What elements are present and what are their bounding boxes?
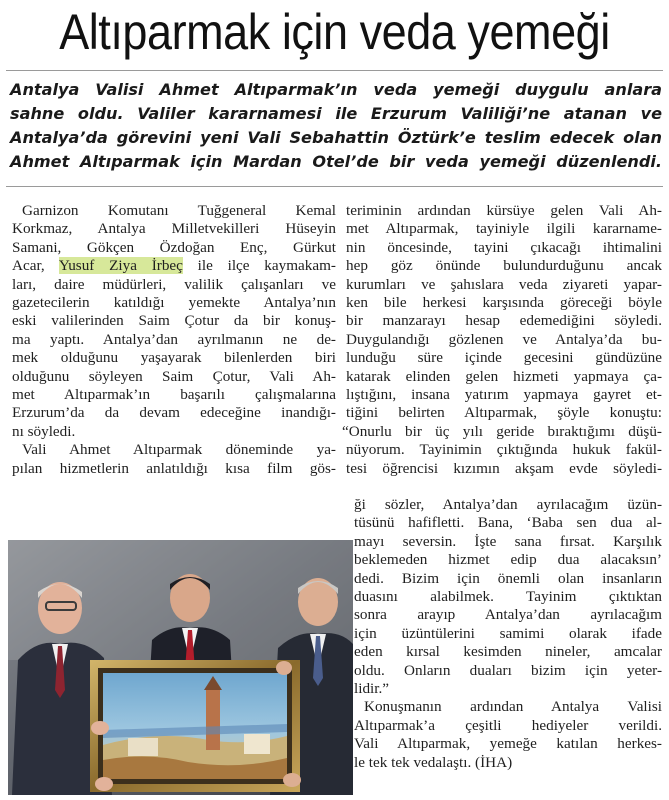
body-line: tüsünü hafifletti. Bana, ‘Baba sen dua al- bbox=[354, 514, 662, 532]
lead-divider bbox=[6, 186, 663, 187]
body-line: Vali Ahmet Altıparmak döneminde ya- bbox=[22, 441, 336, 459]
body-line: Samani, Gökçen Özdoğan Enç, Gürkut bbox=[12, 238, 336, 256]
body-line: pılan hizmetlerin anlatıldığı kısa film gös- bbox=[12, 459, 336, 477]
body-line: Konuşmanın ardından Antalya Valisi bbox=[364, 698, 662, 716]
body-line: katarak elinden gelen hizmeti yapmaya ça- bbox=[346, 367, 662, 385]
article-photo bbox=[8, 540, 353, 795]
body-line: eden kırsal kesimden nineler, amcalar bbox=[354, 643, 662, 661]
article-lead bbox=[10, 78, 662, 174]
body-line: Vali Altıparmak, yemeğe katılan herkes- bbox=[354, 735, 662, 753]
body-line: duasını alabilmek. Tayinim çıktıktan bbox=[354, 588, 662, 606]
body-line: ği sözler, Antalya’dan ayrılacağım üzün- bbox=[354, 496, 662, 513]
body-line: lıştığını, insana yatırım yapmaya gayret et- bbox=[346, 386, 662, 404]
body-line: Duygulandığı gözlenen ve Antalya’da bu- bbox=[346, 330, 662, 348]
body-line: kurumları ve şahıslara veda ziyareti yapar- bbox=[346, 275, 662, 293]
body-line: nı söyledi. bbox=[12, 422, 76, 440]
body-line: hep göz önünde bulundurduğunu ancak bbox=[346, 257, 662, 275]
lead-line: Ahmet Altıparmak için Mardan Otel’de bir veda yemeği düzenlendi. bbox=[10, 152, 662, 171]
body-text: ile ilçe kaymakam- bbox=[182, 257, 336, 275]
body-line: oldu. Onların duaları bizim için yeter- bbox=[354, 661, 662, 679]
body-line: Korkmaz, Antalya Milletvekilleri Hüseyin bbox=[12, 220, 336, 238]
body-line: olduğunu söyleyen Saim Çotur, Vali Ah- bbox=[12, 367, 336, 385]
body-line: Erzurum’da da devam edeceğine inandığı- bbox=[12, 404, 336, 422]
body-column-right-top bbox=[342, 202, 662, 478]
body-line: mek olduğunu yaşayarak bilenlerden biri bbox=[12, 349, 336, 367]
body-line: dedi. Bizim için önemli olan insanların bbox=[354, 569, 662, 587]
body-column-right-bottom bbox=[354, 496, 662, 772]
body-line: ları, daire müdürleri, valilik çalışanları ve bbox=[12, 275, 336, 293]
body-line: met Altıparmak, tayiniyle ilgili kararname- bbox=[346, 220, 662, 238]
body-line: beklemeden hizmet edip dua alacaksın’ bbox=[354, 551, 662, 569]
lead-line: Antalya’da görevini yeni Vali Sebahattin Öztürk’e teslim edecek olan bbox=[10, 128, 662, 147]
body-line: ken bile herkesi karşısında göreceği böyle bbox=[346, 294, 662, 312]
body-line: bir manzarayı hesap edemediğini söyledi. bbox=[346, 312, 662, 330]
lead-line: Antalya Valisi Ahmet Altıparmak’ın veda yemeği duygulu anlara bbox=[10, 80, 662, 99]
lead-line: sahne oldu. Valiler kararnamesi ile Erzurum Valiliği’ne atanan ve bbox=[10, 104, 662, 123]
body-line: nin öncesinde, tayini çıkacağı ihtimalini bbox=[346, 238, 662, 256]
headline-divider bbox=[6, 70, 663, 71]
body-line: sonra arayıp Antalya’dan ayrılacağım bbox=[354, 606, 662, 624]
body-line: “Onurlu bir üç yılı geride bıraktığımı düşü- bbox=[342, 422, 662, 440]
body-line: le tek tek vedalaştı. (İHA) bbox=[354, 753, 513, 771]
body-line: ma yaptı. Antalya’dan ayrılmanın ne de- bbox=[12, 330, 336, 348]
article-headline: Altıparmak için veda yemeği bbox=[59, 4, 610, 60]
body-line: mayı seversin. İşte sana fırsat. Karşılık bbox=[354, 532, 662, 550]
body-line: lunduğu süre içinde gecesini gündüzüne bbox=[346, 349, 662, 367]
body-line: gazetecilerin katıldığı yemekte Antalya’nın bbox=[12, 294, 336, 312]
body-line: teriminin ardından kürsüye gelen Vali Ah- bbox=[346, 202, 662, 219]
body-line: eski valilerinden Saim Çotur da bir konuş- bbox=[12, 312, 336, 330]
highlighted-name: Yusuf Ziya İrbeç bbox=[58, 257, 183, 275]
body-line: nüyorum. Tayinimin çıktığında hukuk fakül- bbox=[346, 441, 662, 459]
body-column-left bbox=[12, 202, 336, 478]
body-line: Altıparmak’a çeşitli hediyeler verildi. bbox=[354, 716, 662, 734]
body-line: için üzüntülerini samimi olarak ifade bbox=[354, 624, 662, 642]
body-text: Acar, bbox=[12, 257, 59, 275]
body-line: met Altıparmak’ın başarılı çalışmalarına bbox=[12, 386, 336, 404]
body-line: Garnizon Komutanı Tuğgeneral Kemal bbox=[22, 202, 336, 219]
body-line: tiğini belirten Altıparmak, şöyle konuştu: bbox=[346, 404, 662, 422]
body-line: lidir.” bbox=[354, 680, 390, 698]
body-line: tesi öğrencisi kızımın akşam evde söyledi- bbox=[346, 459, 662, 477]
body-line bbox=[12, 257, 336, 275]
